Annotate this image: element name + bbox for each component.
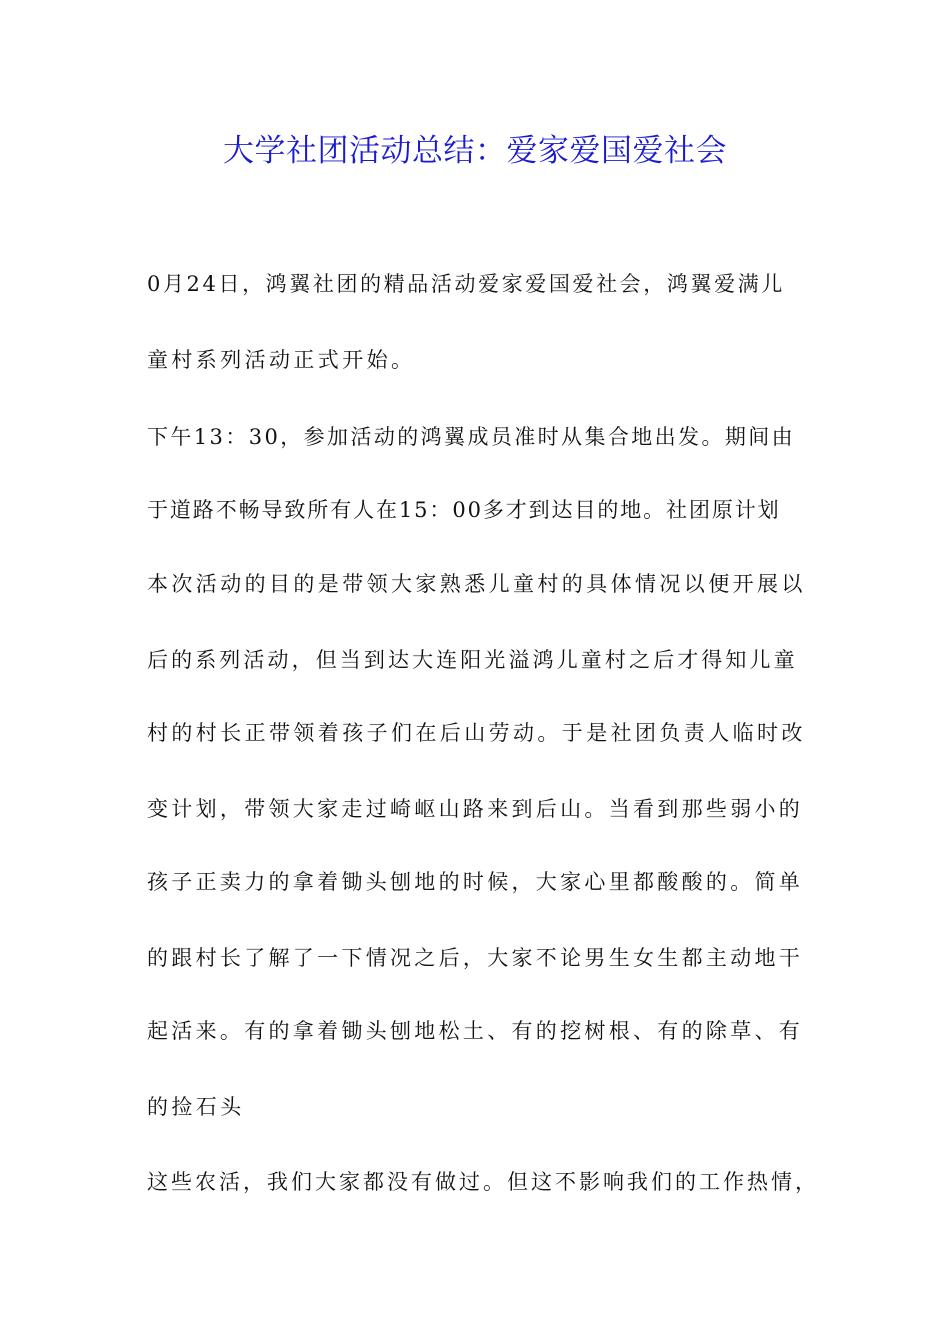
paragraph-line: 的跟村长了解了一下情况之后，大家不论男生女生都主动地干: [147, 946, 804, 970]
document-title: 大学社团活动总结：爱家爱国爱社会: [223, 133, 727, 169]
paragraph-line: 起活来。有的拿着锄头刨地松土、有的挖树根、有的除草、有: [147, 1019, 804, 1043]
paragraph-line: 村的村长正带领着孩子们在后山劳动。于是社团负责人临时改: [147, 721, 806, 745]
paragraph-line: 变计划，带领大家走过崎岖山路来到后山。当看到那些弱小的: [147, 797, 804, 821]
paragraph-line: 本次活动的目的是带领大家熟悉儿童村的具体情况以便开展以: [147, 572, 806, 596]
paragraph-line: 孩子正卖力的拿着锄头刨地的时候，大家心里都酸酸的。简单: [147, 870, 804, 894]
paragraph-line: 后的系列活动，但当到达大连阳光溢鸿儿童村之后才得知儿童: [147, 648, 798, 672]
paragraph-line: 0月24日，鸿翼社团的精品活动爱家爱国爱社会，鸿翼爱满儿: [147, 272, 785, 296]
paragraph-line: 这些农活，我们大家都没有做过。但这不影响我们的工作热情，: [147, 1170, 819, 1194]
paragraph-line: 下午13：30，参加活动的鸿翼成员准时从集合地出发。期间由: [147, 425, 796, 449]
paragraph-line: 于道路不畅导致所有人在15：00多才到达目的地。社团原计划: [147, 498, 781, 522]
paragraph-line: 的捡石头: [147, 1095, 245, 1119]
paragraph-line: 童村系列活动正式开始。: [147, 348, 416, 372]
